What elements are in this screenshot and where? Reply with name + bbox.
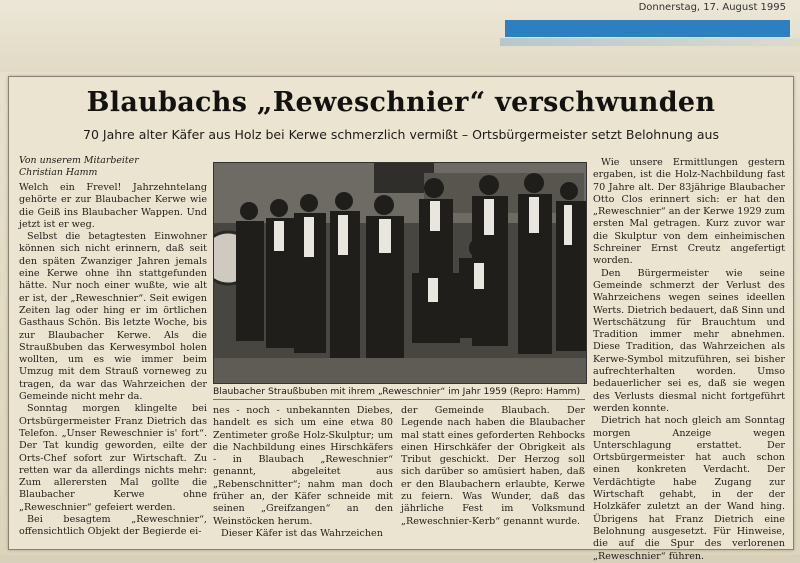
blue-header-bar — [505, 20, 790, 37]
text-column-3 — [401, 405, 585, 528]
author-role: Von unserem Mitarbeiter — [19, 155, 139, 166]
article-headline: Blaubachs „Reweschnier“ verschwunden — [86, 87, 716, 118]
historic-photo — [213, 162, 587, 384]
dateline: Donnerstag, 17. August 1995 — [638, 2, 786, 13]
paragraph: Selbst die betagtesten Einwohner können sich nicht erinnern, daß seit den späten Zwanziger Jahren jemals eine Kerwe ohne ihn stattgefunden hätte. Nur noch einer wußte, wie alt er ist, der „Reweschnier“. Seit ewigen Zeiten lag oder hing er im örtlichen Gasthaus Schön. Bis letzte Woche, bis zur Blaubacher Kerwe. Als die Straußbuben das Kerwesymbol holen wollten, um es wie immer beim Umzug mit dem Strauß vorneweg zu tragen, da war das Wahrzeichen der Gemeinde nicht mehr da. — [19, 231, 207, 403]
text-column-4 — [593, 157, 785, 563]
paragraph: Dieser Käfer ist das Wahrzeichen — [221, 527, 383, 539]
paragraph: Bei besagtem „Reweschnier“, offensichtlich Objekt der Begierde ei- — [19, 514, 207, 538]
page-header — [0, 0, 800, 72]
photo-caption: Blaubacher Straußbuben mit ihrem „Reweschnier“ im Jahr 1959 (Repro: Hamm) — [213, 386, 581, 397]
caption-rule — [213, 399, 585, 400]
paragraph: nes - noch - unbekannten Diebes, handelt es sich um eine etwa 80 Zentimeter große Holz-Skulptur; um die Nachbildung eines Hirschkäfers - in Blaubach „Reweschnier“ genannt, abgeleitet aus „Rebenschnitter“; nahm man doch früher an, der Käfer schneide mit seinen „Greifzangen“ an den Weinstöcken herum. — [213, 405, 393, 527]
paragraph: Sonntag morgen klingelte bei Ortsbürgermeister Franz Dietrich das Telefon. „Unser Reweschnier is' fort“. Der Tat kundig geworden, eilte der Orts-Chef sofort zur Wirtschaft. Zu retten war da allerdings nichts mehr: Zum allerersten Mal gollte die Blaubacher Kerwe ohne „Reweschnier“ gefeiert werden. — [19, 403, 207, 513]
paragraph: Wie unsere Ermittlungen gestern ergaben, ist die Holz-Nachbildung fast 70 Jahre alt. Der 83jährige Blaubacher Otto Clos erinnert sich: er hat den „Reweschnier“ an der Kerwe 1929 zum ersten Mal getragen. Kurz zuvor war die Skulptur von dem einheimischen Schreiner Ernst Creutz angefertigt worden. — [593, 157, 786, 267]
text-column-1 — [19, 182, 207, 539]
article-clipping — [8, 76, 794, 562]
paragraph: Welch ein Frevel! Jahrzehntelang gehörte er zur Blaubacher Kerwe wie die Geiß ins Blaubacher Wappen. Und jetzt ist er weg. — [19, 182, 207, 230]
group-photo-illustration — [214, 163, 586, 383]
text-column-2 — [213, 405, 393, 540]
author-byline — [19, 155, 209, 179]
paragraph: Dietrich hat noch gleich am Sonntag morgen Anzeige wegen Unterschlagung erstattet. Der Ortsbürgermeister hat auch schon einen konkreten Verdacht. Der Verdächtigte habe Zugang zur Wirtschaft gehabt, in der der Holzkäfer zuletzt an der Wand hing. Übrigens hat Franz Dietrich eine Belohnung ausgesetzt. Für Hinweise, die auf die Spur des verlorenen „Reweschnier“ führen. — [593, 415, 785, 562]
paragraph: Den Bürgermeister wie seine Gemeinde schmerzt der Verlust des Wahrzeichens wegen seines ideellen Werts. Dietrich bedauert, daß Sinn und Wertschätzung für Brauchtum und Tradition immer mehr abnehmen. Diese Tradition, das Wahrzeichen als Kerwe-Symbol mitzuführen, sei bisher aufrechterhalten worden. Umso bedauerlicher sei es, daß sie wegen des Verlusts diesmal nicht fortgeführt werden konnte. — [593, 267, 785, 414]
blue-bar-shadow — [500, 38, 800, 46]
author-name: Christian Hamm — [19, 167, 98, 178]
article-subheadline: 70 Jahre alter Käfer aus Holz bei Kerwe schmerzlich vermißt – Ortsbürgermeister setzt Belohnung aus — [83, 127, 719, 142]
paragraph: der Gemeinde Blaubach. Der Legende nach haben die Blaubacher mal statt eines geforderten Rehbocks einen Hirschkäfer der Obrigkeit als Tribut geschickt. Der Herzog soll sich darüber so amüsiert haben, daß er den Blaubachern erlaubte, Kerwe zu feiern. Was Wunder, daß das jährliche Fest im Volksmund „Reweschnier-Kerb“ genannt wurde. — [401, 405, 585, 527]
